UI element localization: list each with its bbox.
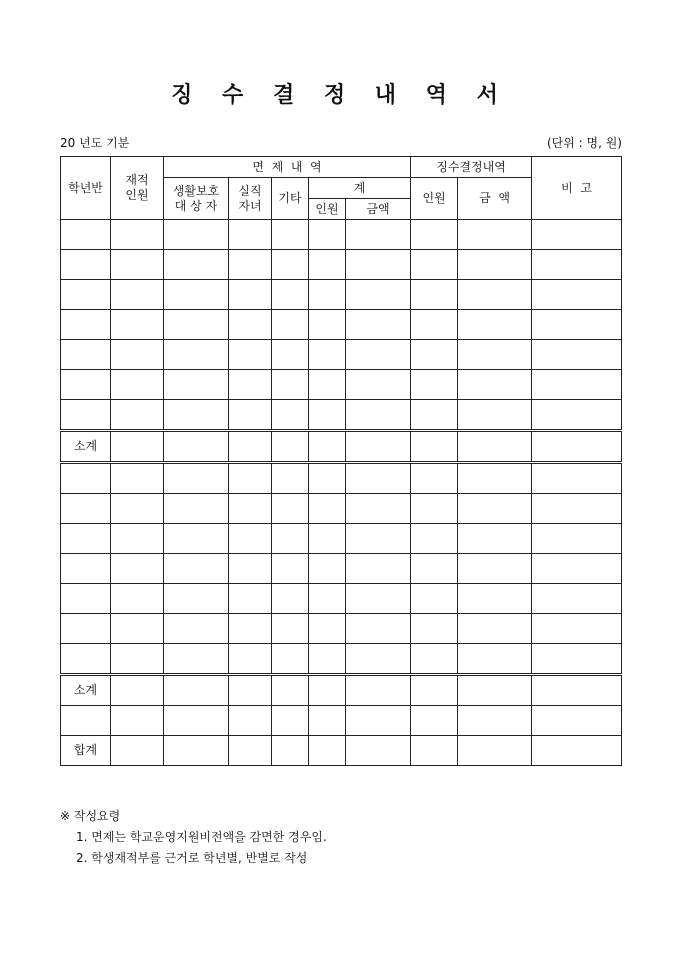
table-cell	[309, 675, 346, 706]
table-cell	[164, 554, 229, 584]
table-cell	[411, 614, 458, 644]
table-cell	[532, 675, 622, 706]
table-cell	[411, 310, 458, 340]
unit-note: (단위 : 명, 원)	[546, 136, 622, 150]
row-label-cell	[61, 494, 111, 524]
header-unemployed-child: 실직 자녀	[229, 178, 272, 220]
table-cell	[309, 706, 346, 736]
table-cell	[458, 220, 532, 250]
table-cell	[309, 340, 346, 370]
table-cell	[411, 675, 458, 706]
writing-guide	[60, 806, 327, 869]
table-cell	[229, 584, 272, 614]
table-cell	[111, 340, 164, 370]
table-cell	[411, 554, 458, 584]
table-cell	[272, 675, 309, 706]
table-cell	[272, 220, 309, 250]
table-cell	[164, 431, 229, 463]
header-total: 계	[309, 178, 411, 199]
table-cell	[272, 370, 309, 400]
document-title: 징 수 결 정 내 역 서	[171, 82, 509, 108]
table-row	[61, 250, 622, 280]
table-cell	[458, 524, 532, 554]
table-row	[61, 400, 622, 431]
table-cell	[532, 614, 622, 644]
table-cell	[272, 614, 309, 644]
row-label-cell	[61, 340, 111, 370]
table-cell	[229, 736, 272, 766]
table-cell	[532, 736, 622, 766]
table-cell	[411, 280, 458, 310]
table-cell	[111, 675, 164, 706]
table-cell	[411, 400, 458, 431]
table-cell	[458, 280, 532, 310]
table-cell	[309, 736, 346, 766]
table-cell	[458, 463, 532, 494]
table-cell	[532, 644, 622, 675]
table-cell	[111, 736, 164, 766]
row-label-cell	[61, 220, 111, 250]
table-cell	[272, 431, 309, 463]
table-cell	[229, 340, 272, 370]
table-cell	[164, 644, 229, 675]
header-grade-class: 학년반	[61, 157, 111, 220]
table-cell	[229, 310, 272, 340]
table-cell	[272, 554, 309, 584]
header-other: 기타	[272, 178, 309, 220]
table-cell	[164, 370, 229, 400]
table-cell	[532, 370, 622, 400]
table-cell	[111, 463, 164, 494]
table-cell	[309, 614, 346, 644]
table-row	[61, 524, 622, 554]
table-cell	[346, 706, 411, 736]
table-cell	[458, 370, 532, 400]
table-cell	[458, 644, 532, 675]
table-cell	[411, 736, 458, 766]
table-cell	[164, 706, 229, 736]
table-header	[61, 157, 622, 220]
row-label-cell: 소계	[61, 431, 111, 463]
table-cell	[309, 250, 346, 280]
table-cell	[229, 431, 272, 463]
table-row	[61, 280, 622, 310]
table-row	[61, 370, 622, 400]
table-cell	[229, 644, 272, 675]
table-cell	[532, 220, 622, 250]
table-cell	[272, 584, 309, 614]
table-cell	[111, 614, 164, 644]
table-cell	[532, 310, 622, 340]
table-cell	[346, 250, 411, 280]
table-cell	[346, 494, 411, 524]
table-cell	[229, 554, 272, 584]
table-cell	[111, 400, 164, 431]
table-row	[61, 584, 622, 614]
table-row	[61, 220, 622, 250]
header-remarks: 비 고	[532, 157, 622, 220]
row-label-cell	[61, 706, 111, 736]
row-label-cell: 소계	[61, 675, 111, 706]
table-cell	[164, 340, 229, 370]
table-row	[61, 340, 622, 370]
table-cell	[346, 310, 411, 340]
table-cell	[111, 494, 164, 524]
table-cell	[272, 400, 309, 431]
table-cell	[111, 524, 164, 554]
table-row	[61, 644, 622, 675]
table-cell	[309, 220, 346, 250]
row-label-cell	[61, 250, 111, 280]
table-body	[61, 220, 622, 766]
table-cell	[411, 250, 458, 280]
table-cell	[346, 675, 411, 706]
table-cell	[111, 370, 164, 400]
table-cell	[272, 340, 309, 370]
table-cell	[111, 584, 164, 614]
table-cell	[272, 250, 309, 280]
table-cell	[458, 554, 532, 584]
table-cell	[111, 220, 164, 250]
table-cell	[346, 736, 411, 766]
table-cell	[532, 554, 622, 584]
table-cell	[532, 494, 622, 524]
table-cell	[411, 644, 458, 675]
table-cell	[309, 310, 346, 340]
table-cell	[346, 524, 411, 554]
table-cell	[532, 524, 622, 554]
table-cell	[309, 644, 346, 675]
table-cell	[111, 706, 164, 736]
table-row	[61, 614, 622, 644]
table-cell	[164, 400, 229, 431]
table-cell	[229, 463, 272, 494]
table-cell	[164, 463, 229, 494]
table-cell	[346, 463, 411, 494]
table-cell	[532, 400, 622, 431]
table-cell	[458, 340, 532, 370]
table-cell	[411, 524, 458, 554]
subtotal-row	[61, 675, 622, 706]
table-cell	[229, 494, 272, 524]
table-cell	[532, 250, 622, 280]
table-cell	[458, 250, 532, 280]
header-exemption: 면 제 내 역	[164, 157, 411, 178]
table-row	[61, 494, 622, 524]
table-cell	[111, 310, 164, 340]
table-cell	[458, 614, 532, 644]
table-row	[61, 554, 622, 584]
table-cell	[309, 494, 346, 524]
table-cell	[346, 370, 411, 400]
table-cell	[532, 584, 622, 614]
table-cell	[458, 706, 532, 736]
table-cell	[346, 644, 411, 675]
table-cell	[411, 340, 458, 370]
table-cell	[164, 675, 229, 706]
table-cell	[111, 644, 164, 675]
table-cell	[346, 614, 411, 644]
table-cell	[411, 370, 458, 400]
table-cell	[164, 524, 229, 554]
table-row	[61, 310, 622, 340]
table-cell	[411, 463, 458, 494]
notes-heading: ※ 작성요령	[60, 809, 121, 823]
subtotal-row	[61, 431, 622, 463]
table-cell	[532, 431, 622, 463]
table-cell	[111, 280, 164, 310]
table-cell	[458, 736, 532, 766]
table-cell	[346, 431, 411, 463]
row-label-cell	[61, 584, 111, 614]
table-cell	[229, 250, 272, 280]
table-cell	[309, 400, 346, 431]
table-cell	[164, 310, 229, 340]
table-cell	[346, 400, 411, 431]
header-collection-count: 인원	[411, 178, 458, 220]
year-line: 20 년도 기분	[60, 136, 130, 150]
header-total-count: 인원	[309, 199, 346, 220]
table-cell	[272, 310, 309, 340]
table-cell	[346, 340, 411, 370]
table-cell	[346, 220, 411, 250]
table-cell	[229, 220, 272, 250]
table-cell	[164, 280, 229, 310]
table-cell	[309, 280, 346, 310]
table-cell	[229, 614, 272, 644]
header-collection-amount: 금 액	[458, 178, 532, 220]
table-cell	[272, 494, 309, 524]
header-enrolled: 재적 인원	[111, 157, 164, 220]
table-row	[61, 463, 622, 494]
table-cell	[272, 280, 309, 310]
table-cell	[411, 220, 458, 250]
table-cell	[111, 554, 164, 584]
table-cell	[229, 370, 272, 400]
row-label-cell	[61, 524, 111, 554]
table-cell	[229, 280, 272, 310]
table-cell	[458, 310, 532, 340]
table-cell	[229, 675, 272, 706]
table-cell	[164, 494, 229, 524]
row-label-cell	[61, 370, 111, 400]
grand-total-row	[61, 736, 622, 766]
table-cell	[229, 524, 272, 554]
table-cell	[458, 584, 532, 614]
table-cell	[164, 220, 229, 250]
table-cell	[309, 463, 346, 494]
table-cell	[346, 554, 411, 584]
row-label-cell	[61, 554, 111, 584]
table-cell	[458, 400, 532, 431]
row-label-cell	[61, 400, 111, 431]
table-cell	[309, 554, 346, 584]
row-label-cell	[61, 463, 111, 494]
table-cell	[111, 250, 164, 280]
table-cell	[458, 431, 532, 463]
note-item-1: 1. 면제는 학교운영지원비전액을 감면한 경우임.	[76, 830, 327, 844]
table-cell	[272, 644, 309, 675]
table-cell	[532, 463, 622, 494]
row-label-cell: 합계	[61, 736, 111, 766]
table-cell	[164, 614, 229, 644]
table-cell	[111, 431, 164, 463]
header-total-amount: 금액	[346, 199, 411, 220]
table-cell	[411, 494, 458, 524]
row-label-cell	[61, 310, 111, 340]
table-cell	[164, 736, 229, 766]
header-welfare-target: 생활보호 대 상 자	[164, 178, 229, 220]
table-cell	[532, 706, 622, 736]
note-item-2: 2. 학생재적부를 근거로 학년별, 반별로 작성	[76, 851, 308, 865]
table-cell	[272, 463, 309, 494]
table-cell	[229, 706, 272, 736]
table-cell	[411, 431, 458, 463]
table-row	[61, 706, 622, 736]
table-cell	[272, 706, 309, 736]
table-cell	[272, 736, 309, 766]
collection-table	[60, 156, 622, 766]
row-label-cell	[61, 614, 111, 644]
table-cell	[309, 431, 346, 463]
row-label-cell	[61, 280, 111, 310]
table-cell	[532, 280, 622, 310]
table-cell	[164, 250, 229, 280]
table-cell	[411, 706, 458, 736]
table-cell	[164, 584, 229, 614]
table-cell	[346, 584, 411, 614]
table-cell	[309, 370, 346, 400]
table-cell	[458, 675, 532, 706]
table-cell	[532, 340, 622, 370]
table-cell	[458, 494, 532, 524]
row-label-cell	[61, 644, 111, 675]
table-cell	[411, 584, 458, 614]
table-cell	[309, 584, 346, 614]
header-collection: 징수결정내역	[411, 157, 532, 178]
table-cell	[272, 524, 309, 554]
table-cell	[346, 280, 411, 310]
table-cell	[229, 400, 272, 431]
table-cell	[309, 524, 346, 554]
